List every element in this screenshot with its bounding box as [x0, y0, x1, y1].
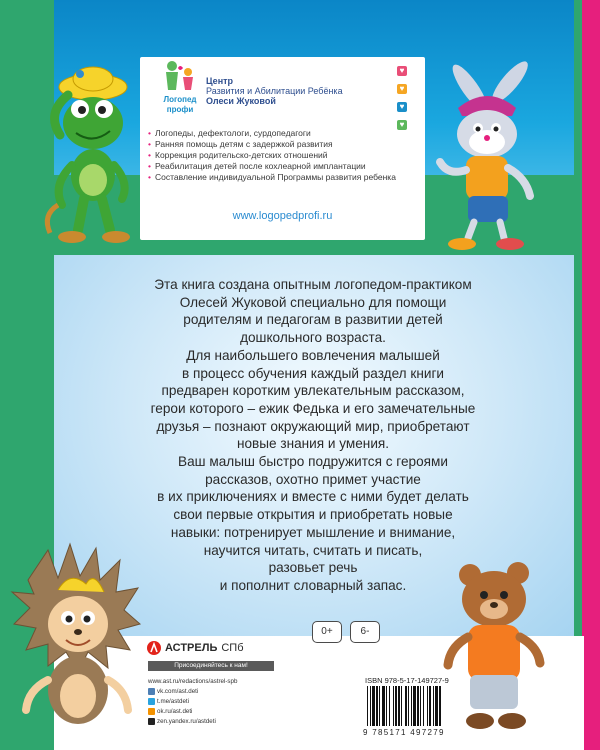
barcode-bar — [382, 686, 385, 726]
barcode-bar — [435, 686, 438, 726]
link-text[interactable]: vk.com/ast.deti — [157, 688, 199, 695]
zen-icon — [148, 718, 155, 725]
barcode-bar — [420, 686, 421, 726]
barcode-bar — [411, 686, 412, 726]
description-line: разовьет речь — [268, 560, 358, 576]
hedgehog-illustration — [8, 540, 148, 750]
center-title-line2: Развития и Абилитации Ребёнка — [206, 86, 343, 96]
barcode-bar — [413, 686, 416, 726]
barcode-bar — [401, 686, 402, 726]
description-line: рассказов, охотно примет участие — [205, 471, 421, 487]
barcode-bar — [433, 686, 434, 726]
description-line: родителям и педагогам в развитии детей — [183, 312, 443, 328]
description-line: свои первые открытия и приобретать новые — [173, 507, 453, 523]
link-text[interactable]: t.me/astdeti — [157, 698, 189, 705]
social-link[interactable] — [148, 707, 237, 717]
service-item: • Коррекция родительско-детских отношений — [148, 150, 408, 161]
age-rating-badge: 6- — [350, 621, 380, 643]
join-us-label: Присоединяйтесь к нам! — [148, 661, 274, 671]
logo-text-top: Логопед — [163, 95, 197, 104]
barcode-bar — [417, 686, 419, 726]
service-item: • Реабилитация детей после кохлеарной имплантации — [148, 161, 408, 172]
barcode-bar — [367, 686, 368, 726]
center-title — [206, 76, 343, 106]
description-line: друзья – познают окружающий мир, приобретают — [156, 418, 470, 434]
center-title-line1: Центр — [206, 76, 234, 86]
link-text[interactable]: www.ast.ru/redactions/astrel-spb — [148, 678, 238, 685]
link-text[interactable]: zen.yandex.ru/astdeti — [157, 718, 216, 725]
barcode-bar — [398, 686, 400, 726]
barcode-bar — [393, 686, 394, 726]
barcode-bar — [376, 686, 378, 726]
pink-spine-band — [582, 0, 600, 750]
age-rating-badge: 0+ — [312, 621, 342, 643]
barcode-bar — [429, 686, 431, 726]
description-line: Ваш малыш быстро подружится с героями — [178, 454, 448, 470]
website-link[interactable]: www.logopedprofi.ru — [232, 210, 333, 222]
rabbit-illustration — [430, 58, 540, 258]
barcode-bar — [405, 686, 407, 726]
description-line: и пополнит словарный запас. — [219, 577, 407, 593]
service-item: • Логопеды, дефектологи, сурдопедагоги — [148, 128, 408, 139]
isbn-label: ISBN 978-5-17-149727-9 — [365, 676, 449, 685]
logo-text-bottom: профи — [166, 105, 194, 114]
description-line: Олесей Жуковой специально для помощи — [179, 294, 447, 310]
link-text[interactable]: ok.ru/ast.deti — [157, 708, 193, 715]
barcode — [365, 686, 472, 726]
social-links — [148, 677, 237, 727]
book-description — [78, 276, 548, 595]
barcode-bar — [423, 686, 424, 726]
barcode-bar — [408, 686, 409, 726]
description-line: герои которого – ежик Федька и его замечательные — [150, 400, 476, 416]
barcode-bar — [370, 686, 371, 726]
publisher-name: АСТРЕЛЬ — [165, 642, 218, 654]
description-line: Эта книга создана опытным логопедом-практиком — [154, 277, 472, 292]
description-line: Для наибольшего вовлечения малышей — [186, 347, 440, 363]
odnoklassniki-icon — [148, 708, 155, 715]
description-line: предварен коротким увлекательным рассказом, — [161, 383, 465, 399]
barcode-bar — [395, 686, 397, 726]
description-line: новые знания и умения. — [236, 436, 390, 452]
services-list — [148, 128, 408, 183]
telegram-icon — [148, 698, 155, 705]
publisher-logo — [147, 641, 244, 655]
social-link[interactable] — [148, 717, 237, 727]
description-line: навыки: потренирует мышление и внимание, — [170, 524, 456, 540]
publisher-suffix: СПб — [221, 642, 244, 654]
center-title-line3: Олеси Жуковой — [206, 96, 276, 106]
barcode-bar — [372, 686, 375, 726]
vk-icon — [148, 688, 155, 695]
social-link[interactable] — [148, 687, 237, 697]
description-line: научится читать, считать и писать, — [203, 542, 423, 558]
frog-illustration — [38, 65, 138, 260]
heart-icon: ♥ — [397, 66, 407, 76]
description-line: дошкольного возраста. — [240, 330, 386, 346]
publisher-mark-icon — [147, 641, 161, 655]
barcode-bar — [379, 686, 380, 726]
social-link[interactable] — [148, 697, 237, 707]
heart-icon: ♥ — [397, 120, 407, 130]
social-link[interactable] — [148, 677, 237, 687]
heart-icon: ♥ — [397, 84, 407, 94]
heart-icon: ♥ — [397, 102, 407, 112]
barcode-number: 9 785171 497279 — [363, 728, 445, 737]
description-line: в их приключениях и вместе с ними будет делать — [157, 489, 469, 505]
barcode-bar — [439, 686, 441, 726]
service-item: • Ранняя помощь детям с задержкой развития — [148, 139, 408, 150]
barcode-bar — [386, 686, 387, 726]
description-line: в процесс обучения каждый раздел книги — [182, 365, 444, 381]
service-item: • Составление индивидуальной Программы развития ребенка — [148, 172, 408, 183]
barcode-bar — [389, 686, 390, 726]
barcode-bar — [427, 686, 428, 726]
logoped-profi-logo — [156, 58, 204, 118]
